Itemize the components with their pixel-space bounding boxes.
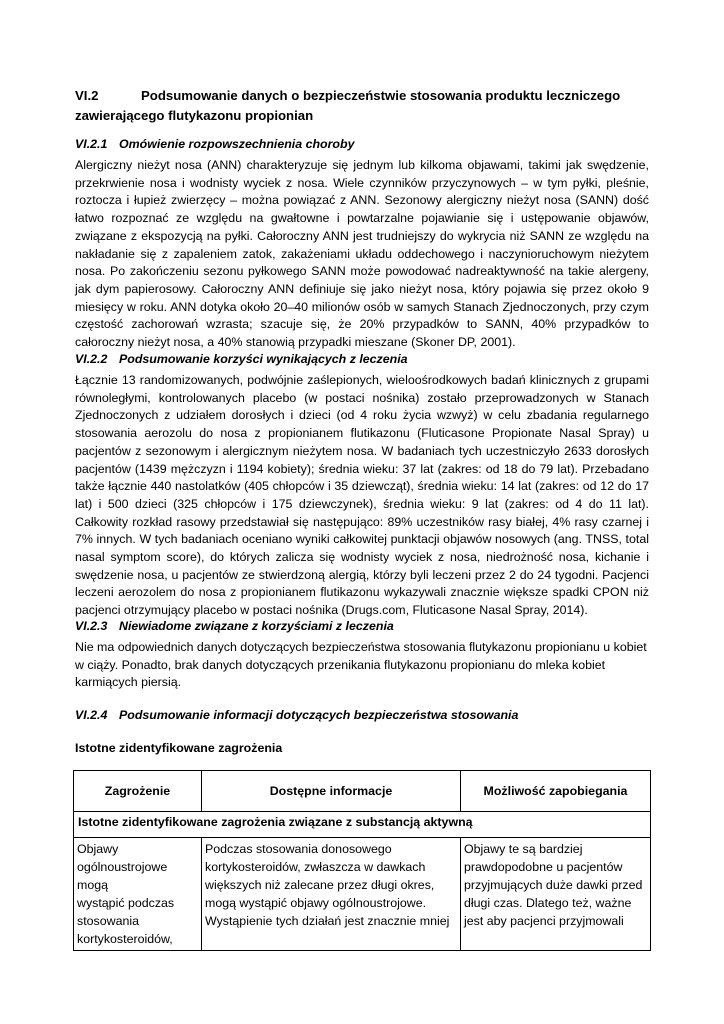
text-line: symptom score), do których zalicza się wodnisty wyciek z nosa, niedrożność nosa, kichanie i swędzenie xyxy=(75,550,649,582)
text-line: pacjentów (1439 mężczyzn i 1194 kobiety); średnia wieku: 37 lat (zakres: od 18 do 79 lat). Przebadano xyxy=(75,461,649,476)
cell-line: większych niż zalecane przez długi okres, xyxy=(205,878,435,892)
table-header-row xyxy=(74,771,651,812)
text-line: stosowania aerozolu do nosa z propionianem flutikazonu (Fluticasone Propionate Nasal Spray) u xyxy=(75,426,649,441)
subsection-heading-vi21 xyxy=(75,136,675,152)
subsection-number: VI.2.2 xyxy=(75,352,108,366)
paragraph-disease-prevalence xyxy=(75,157,649,352)
text-line: przekrwienie nosa i wodnisty wyciek z nosa. Wiele czynników przyczynowych – w tym pyłki, pleśnie, xyxy=(75,175,649,190)
subsection-title: Niewiadome związane z korzyściami z leczenia xyxy=(119,619,394,633)
section-heading-vi2 xyxy=(75,86,655,126)
subsection-number: VI.2.4 xyxy=(75,708,108,722)
text-line: rozkład rasowy przedstawiał się następująco: 89% uczestników rasy białej, 4% rasy czarnej i 7% innych. xyxy=(75,514,649,547)
text-line: zachorowań wzrasta; szacuje się, że 20% przypadków to SANN, 40% przypadków to całoroczny nieżyt xyxy=(75,317,649,350)
text-line: pacjentów z sezonowym i alergicznym nieżytem nosa. W badaniach tych uczestniczyło 2633 dorosłych xyxy=(75,443,649,458)
table-section-label: Istotne zidentyfikowane zagrożenia związane z substancją aktywną xyxy=(74,812,651,838)
subsection-number: VI.2.3 xyxy=(75,619,108,633)
cell-line: Objawy te są bardziej xyxy=(464,842,583,856)
cell-line: Podczas stosowania donosowego xyxy=(205,842,392,856)
cell-line: kortykosteroidów, xyxy=(77,932,173,946)
subsection-heading-vi22 xyxy=(75,351,675,367)
cell-line: prawdopodobne u pacjentów xyxy=(464,860,623,874)
text-line: równoległymi, kontrolowanych placebo (w postaci nośnika) zostało przeprowadzonych w Stanach xyxy=(75,390,649,405)
cell-line: ogólnoustrojowe mogą xyxy=(77,860,168,892)
text-line: Łącznie 13 randomizowanych, podwójnie zaślepionych, wieloośrodkowych badań klinicznych z grupami xyxy=(75,373,649,387)
risks-table xyxy=(73,770,651,951)
cell-line: jest aby pacjenci przyjmowali xyxy=(464,914,624,928)
cell-risk xyxy=(74,838,202,951)
text-line: karmiących piersią. xyxy=(75,675,182,690)
paragraph-unknowns xyxy=(75,639,649,692)
section-title-line1: Podsumowanie danych o bezpieczeństwie stosowania produktu leczniczego xyxy=(141,88,621,103)
section-title-line2: zawierającego flutykazonu propionian xyxy=(75,108,314,123)
text-line: łatwo rozpoznać ze względu na gwałtowne i powtarzalne pojawianie się i ustępowanie objawów, związane xyxy=(75,211,649,243)
text-line: Zjednoczonych z udziałem dorosłych i dzieci (od 4 roku życia wzwyż) w celu zbadania regularnego xyxy=(75,408,649,423)
text-line: Alergiczny nieżyt nosa (ANN) charakteryzuje się jednym lub kilkoma objawami, takimi jak swędzenie, xyxy=(75,158,649,172)
section-number: VI.2 xyxy=(75,88,99,103)
text-line: także łącznie 440 nastolatków (405 chłopców i 35 dziewcząt), średnia wieku: 14 lat (zakres: od 12 do 17 xyxy=(75,479,649,494)
subsection-title: Podsumowanie informacji dotyczących bezpieczeństwa stosowania xyxy=(119,708,519,722)
text-line: roku. ANN dotyka około 20–40 milionów osób w samych Stanach Zjednoczonych, przy czym częstość xyxy=(75,299,649,332)
text-line: otrzymujący placebo w postaci nośnika (Drugs.com, Fluticasone Nasal Spray, 2014). xyxy=(123,603,588,618)
text-line: roztocza i łupież zwierzęcy – można powiązać z ANN. Sezonowy alergiczny nieżyt nosa (SANN) dość xyxy=(75,193,649,208)
text-line: nosa, a 40% stanowią przypadki mieszane (Skoner DP, 2001). xyxy=(173,335,516,350)
cell-line: przyjmujących duże dawki przed xyxy=(464,878,643,892)
cell-line: kortykosteroidów, zwłaszcza w dawkach xyxy=(205,860,426,874)
subsection-heading-vi24 xyxy=(75,707,675,723)
column-header-info: Dostępne informacje xyxy=(202,771,461,812)
text-line: się z zapaleniem zatok, zakażeniami układu oddechowego i naczynioruchowym nieżytem nosa. Po xyxy=(75,246,649,279)
table-section-row xyxy=(74,812,651,838)
cell-line: mogą wystąpić objawy ogólnoustrojowe. xyxy=(205,896,427,910)
subsection-heading-vi23 xyxy=(75,618,675,634)
text-line: Nie ma odpowiednich danych dotyczących bezpieczeństwa stosowania flutykazonu propionianu u kobiet xyxy=(75,640,647,654)
text-line: papierosowy. Całoroczny ANN definiuje się jako nieżyt nosa, który pojawia się przez około 9 miesięcy w xyxy=(75,281,649,314)
cell-line: Wystąpienie tych działań jest znacznie mniej xyxy=(205,914,450,928)
column-header-prevention: Możliwość zapobiegania xyxy=(461,771,651,812)
cell-prevention xyxy=(461,838,651,951)
identified-risks-heading: Istotne zidentyfikowane zagrożenia xyxy=(75,741,283,755)
text-line: W tych badaniach oceniano wyniki całkowitej punktacji objawów nosowych (ang. TNSS, total nasal xyxy=(75,532,649,565)
cell-line: stosowania xyxy=(77,914,139,928)
subsection-title: Podsumowanie korzyści wynikających z leczenia xyxy=(119,352,408,366)
text-line: nosa, u pacjentów ze stwierdzoną alergią, którzy byli leczeni przez 2 do 24 tygodni. Pacjenci leczeni xyxy=(75,567,649,600)
table-row xyxy=(74,838,651,951)
cell-info xyxy=(202,838,461,951)
text-line: w ciąży. Ponadto, brak danych dotyczących przenikania flutykazonu propionianu do mleka kobiet xyxy=(75,657,606,672)
column-header-risk: Zagrożenie xyxy=(74,771,202,812)
text-line: lat) i 500 dzieci (325 chłopców i 175 dziewczynek), średnia wieku: 9 lat (zakres: od 4 do 11 lat). Całkowity xyxy=(75,496,649,529)
text-line: zakończeniu sezonu pyłkowego SANN może powodować nadreaktywność na takie alergeny, jak dym xyxy=(75,264,649,296)
text-line: z ekspozycją na pyłki. Całoroczny ANN jest trudniejszy do wykrycia niż SANN ze względu na nakładanie xyxy=(75,228,649,261)
subsection-title: Omówienie rozpowszechnienia choroby xyxy=(119,137,355,151)
cell-line: wystąpić podczas xyxy=(77,896,175,910)
cell-line: długi czas. Dlatego też, ważne xyxy=(464,896,632,910)
text-line: aerozolem do nosa z propionianem flutikazonu wykazywali znacznie większe spadki CPON niż pacjenci xyxy=(75,585,649,618)
paragraph-treatment-benefits xyxy=(75,372,649,620)
subsection-number: VI.2.1 xyxy=(75,137,108,151)
cell-line: Objawy xyxy=(77,842,119,856)
